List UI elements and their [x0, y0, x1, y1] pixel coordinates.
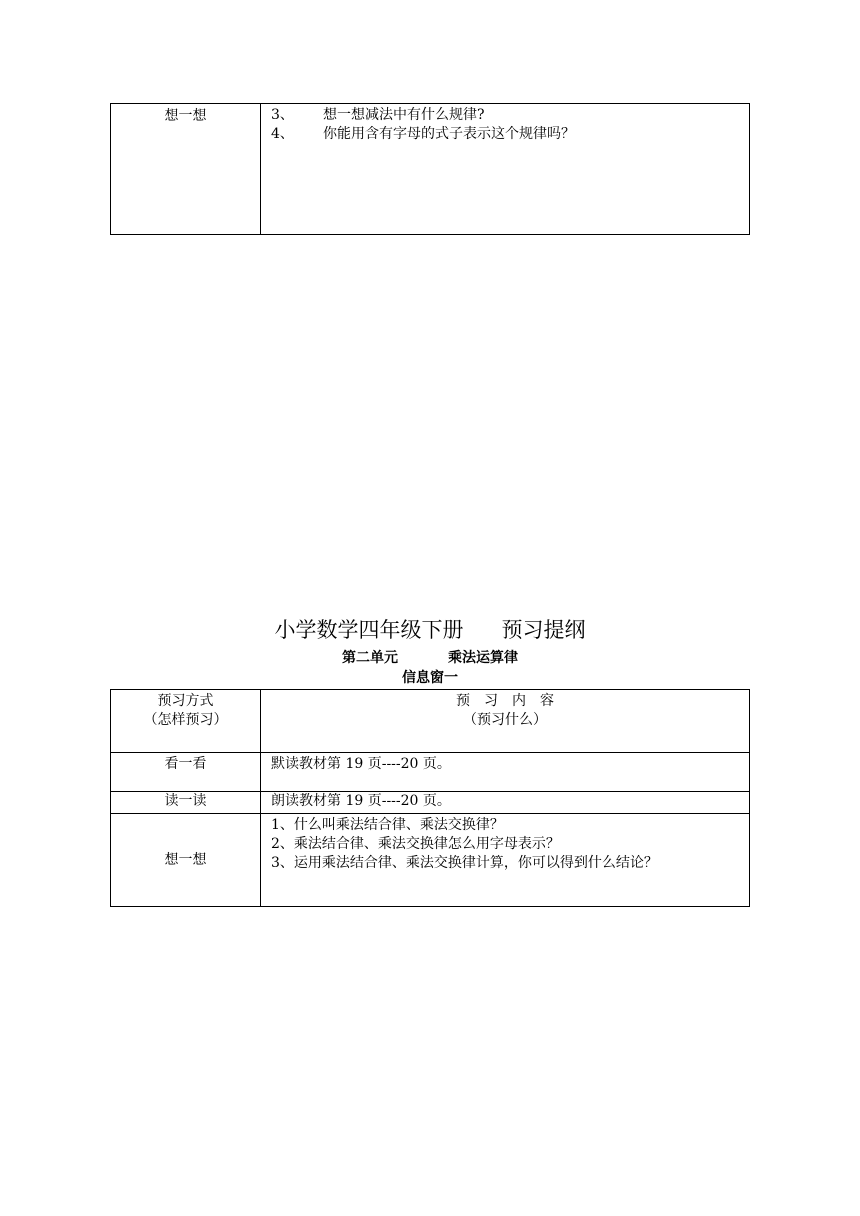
unit-heading	[0, 648, 860, 668]
method-label: 看一看	[164, 756, 207, 772]
title-main: 小学数学四年级下册	[274, 618, 464, 642]
content-cell	[261, 753, 750, 792]
unit-label: 第二单元	[342, 650, 398, 666]
header-content-note: （预习什么）	[463, 712, 547, 728]
method-cell	[111, 814, 261, 907]
preview-outline-table	[110, 689, 750, 907]
header-method-label: 预习方式	[157, 693, 214, 709]
list-item: 3、运用乘法结合律、乘法交换律计算，你可以得到什么结论？	[271, 855, 658, 871]
method-label: 想一想	[164, 851, 207, 868]
title-sub: 预习提纲	[501, 618, 586, 642]
list-item	[271, 106, 749, 125]
table-row	[111, 792, 750, 814]
topic-label: 乘法运算律	[448, 650, 518, 666]
table-header-row	[111, 690, 750, 753]
item-text: 想一想减法中有什么规律?	[323, 107, 485, 123]
content-cell	[261, 792, 750, 814]
item-text: 你能用含有字母的式子表示这个规律吗？	[323, 126, 575, 142]
list-item: 1、什么叫乘法结合律、乘法交换律？	[271, 817, 504, 833]
header-method-note: （怎样预习）	[143, 712, 228, 728]
content-cell	[261, 104, 750, 235]
list-item	[271, 125, 749, 144]
list-item: 2、乘法结合律、乘法交换律怎么用字母表示？	[271, 836, 560, 852]
item-number: 4、	[271, 126, 294, 142]
previous-outline-table	[110, 103, 750, 235]
method-cell	[111, 753, 261, 792]
column-header-method	[111, 690, 261, 753]
content-text: 朗读教材第 19 页----20 页。	[271, 793, 451, 809]
method-cell	[111, 792, 261, 814]
section-heading: 信息窗一	[402, 670, 458, 686]
content-text: 默读教材第 19 页----20 页。	[271, 756, 451, 772]
content-cell	[261, 814, 750, 907]
table-row	[111, 753, 750, 792]
header-content-label: 预 习 内 容	[456, 693, 554, 709]
method-label: 想一想	[164, 108, 207, 124]
item-number: 3、	[271, 107, 294, 123]
method-label: 读一读	[164, 793, 207, 809]
page-title	[0, 615, 860, 645]
table-row	[111, 104, 750, 235]
column-header-content	[261, 690, 750, 753]
table-row	[111, 814, 750, 907]
method-cell	[111, 104, 261, 235]
